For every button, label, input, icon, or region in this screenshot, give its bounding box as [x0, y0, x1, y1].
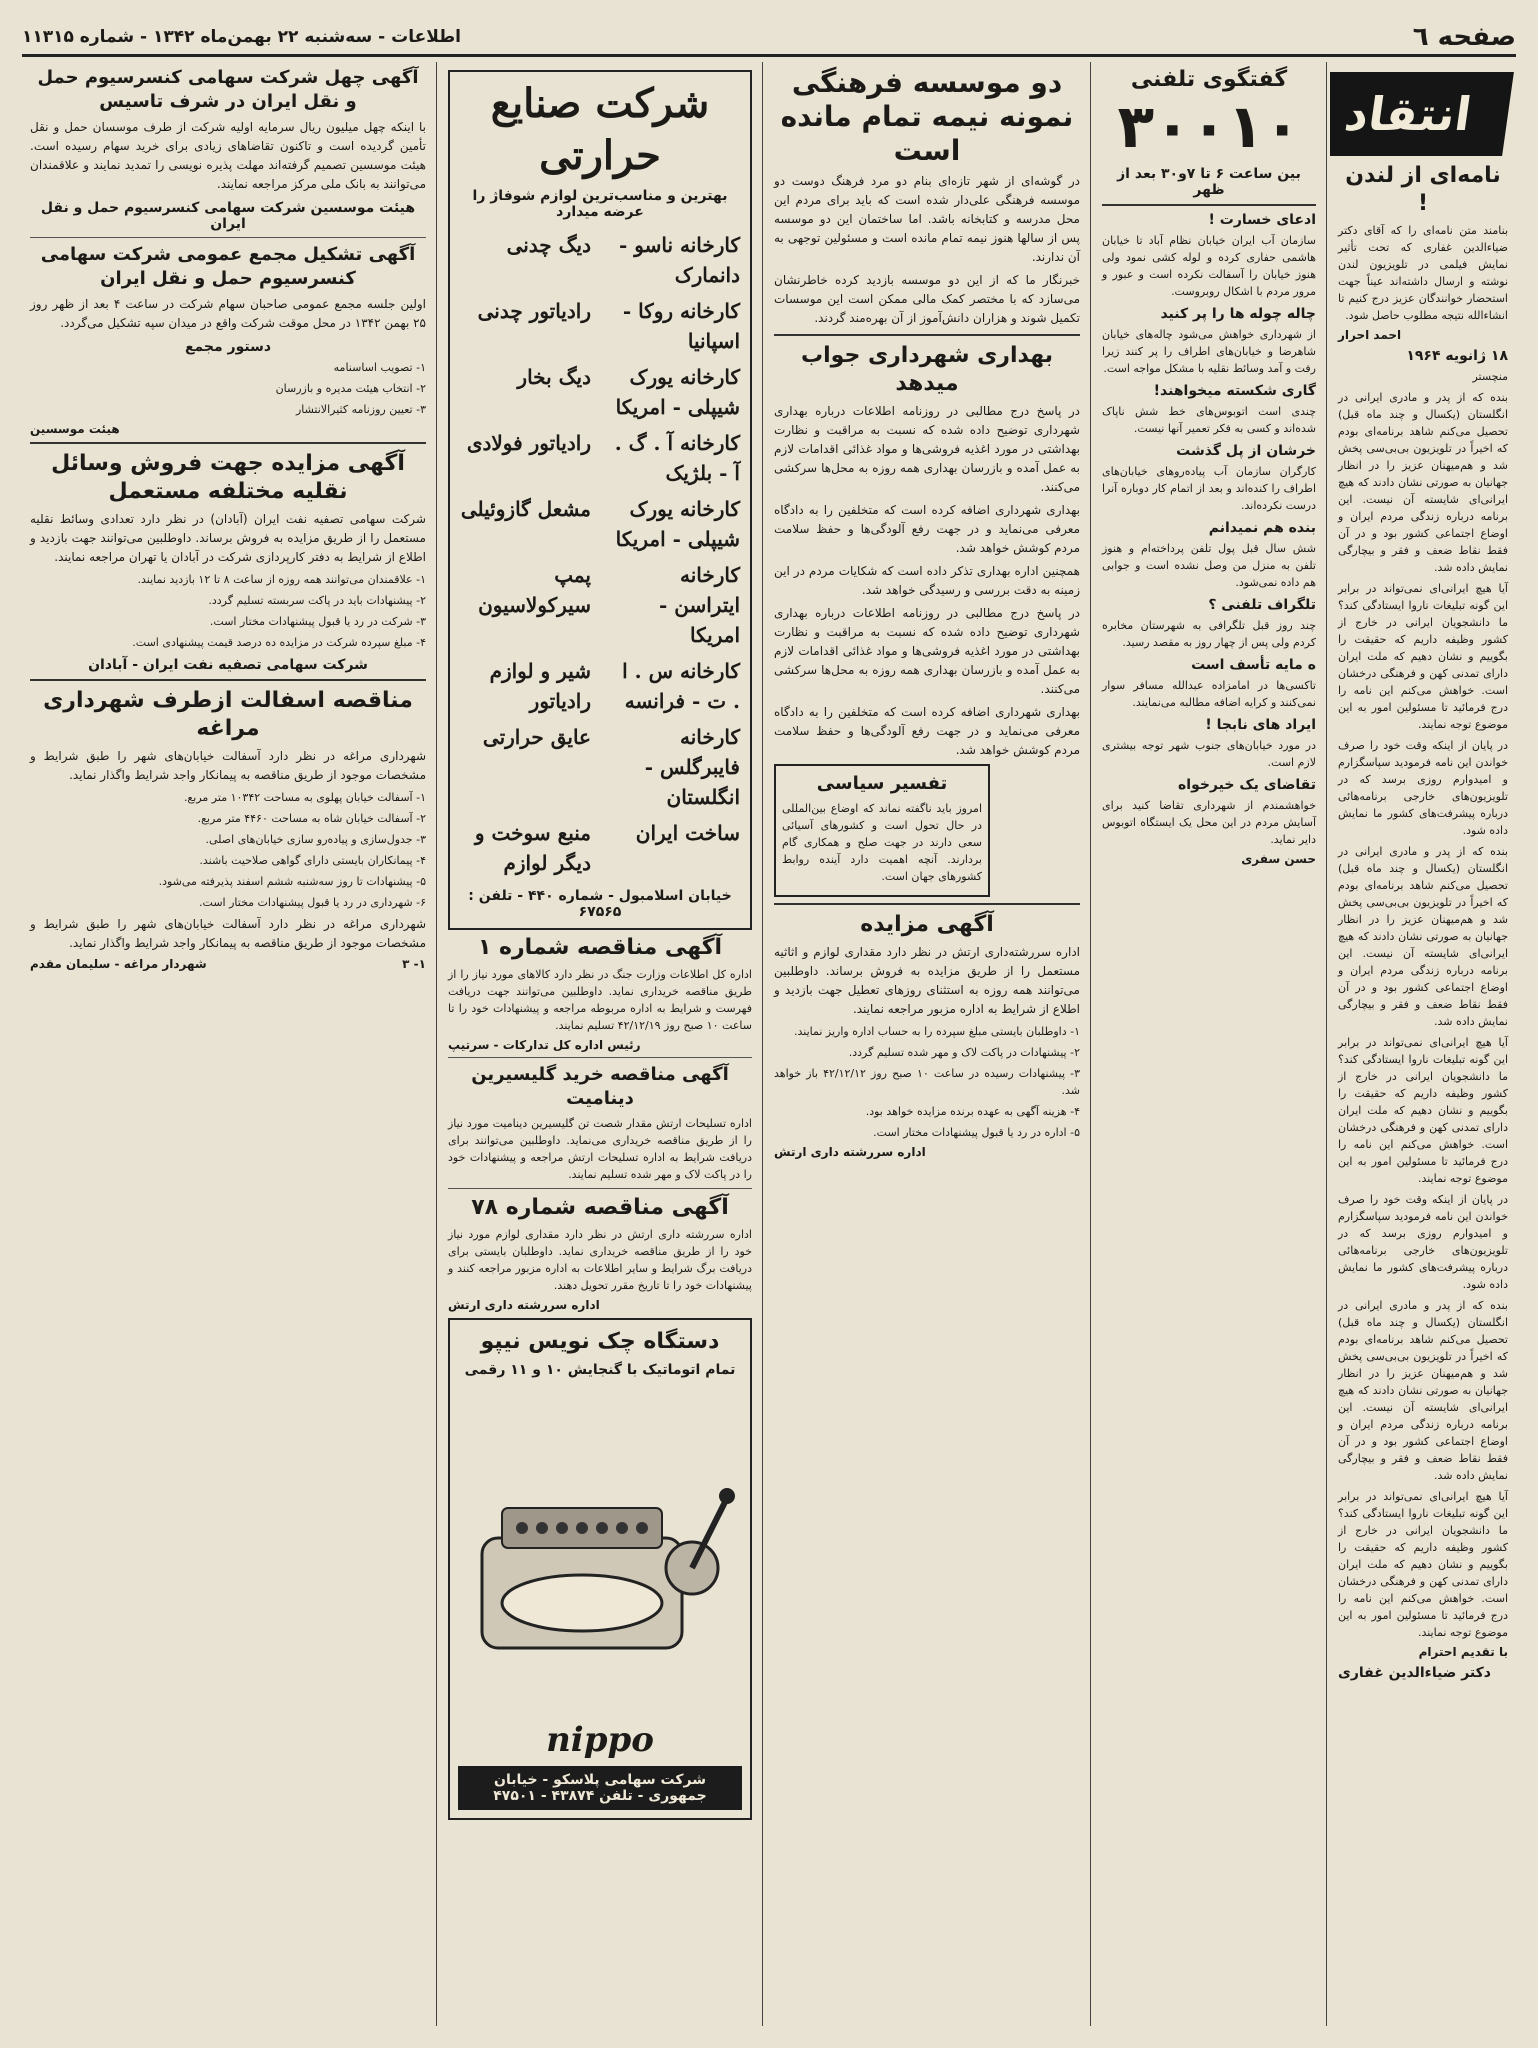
product-item: دیگ چدنی — [506, 233, 591, 257]
phone-column-title: گفتگوی تلفنی — [1130, 67, 1288, 92]
phone-item-text: شش سال قبل پول تلفن پرداخته‌ام و هنوز تلفن به منزل من وصل نشده است و جوابی هم داده نمی‌شود. — [1102, 542, 1316, 589]
page-number: صفحه ٦ — [1412, 22, 1516, 52]
product-maker: کارخانه یورک شیپلی - امریکا — [615, 365, 740, 419]
entekad-logo: انتقاد — [1330, 72, 1514, 156]
ad4-signature-line — [30, 957, 426, 971]
letter-body-1: بنده که از پدر و مادری ایرانی در انگلستان (یکسال و چند ماه قبل) تحصیل می‌کنم شاهد برنامه‌ای بودم که اخیراً در تلویزیون بی‌بی‌سی پخش شد و هم‌میهنان عزیز را در انظار جهانیان به صورتی نشان دادند که هیچ ایرانی‌ای شایسته آن نیست. این برنامه درباره زندگی مردم ایران و اوضاع اجتماعی کشور بود و در آن فقط نقاط ضعف و فقر و بیچارگی نمایش داده شد. — [1338, 391, 1508, 574]
letter-body-3-repeat: در پایان از اینکه وقت خود را صرف خواندن این نامه فرمودید سپاسگزارم و امیدوارم روزی برسد که در تلویزیون‌های خارجی برنامه‌هائی درباره پیشرفت‌های کشور ما نمایش داده شود. — [1338, 1193, 1508, 1291]
product-item: دیگ بخار — [517, 365, 591, 389]
product-item: شیر و لوازم رادیاتور — [489, 659, 591, 713]
phone-item — [1102, 212, 1316, 300]
phone-item-text: چند روز قبل تلگرافی به شهرستان مخابره کردم ولی پس از چهار روز به مقصد رسید. — [1102, 619, 1316, 649]
ad3-item: ۴- مبلغ سپرده شرکت در مزایده ده درصد قیمت پیشنهادی است. — [132, 636, 426, 649]
letter-body-2: آیا هیچ ایرانی‌ای نمی‌تواند در برابر این گونه تبلیغات ناروا ایستادگی کند؟ ما دانشجویان ایرانی در خارج از کشور وظیفه داریم که حقیقت را بگوییم و نشان دهیم که ملت ایران دارای تمدنی کهن و فرهنگی درخشان است. خواهش می‌کنم این نامه را درج فرمائید تا مسئولین امور به این موضوع توجه نمایند. — [1338, 582, 1508, 731]
company-name: شرکت صنایع حرارتی — [490, 80, 710, 179]
ad2-text: اولین جلسه مجمع عمومی صاحبان سهام شرکت در ساعت ۴ بعد از ظهر روز ۲۵ بهمن ۱۳۴۲ در محل موقت شرکت واقع در میدان سپه تشکیل می‌گردد. — [30, 297, 426, 330]
phone-item — [1102, 306, 1316, 377]
ad4-item: ۱- آسفالت خیابان پهلوی به مساحت ۱۰۳۴۲ متر مربع. — [183, 791, 426, 804]
company-tagline: بهترین و مناسب‌ترین لوازم شوفاژ را عرضه میدارد — [472, 188, 728, 220]
political-commentary-box — [774, 764, 990, 897]
editor-line — [1338, 328, 1508, 342]
column-ads — [440, 62, 760, 2026]
phone-item-text: چندی است اتوبوس‌های خط شش ناپاک شده‌اند و کسی به فکر تعمیر آنها نیست. — [1102, 405, 1316, 435]
article-body-1: در گوشه‌ای از شهر تازه‌ای بنام دو مرد فرهنگ دوست دو موسسه فرهنگی علی‌دار شده است که باید برای مردم این محل مدرسه و کتابخانه باشد. اما ساختمان این دو موسسه پس از سالها هنوز نیمه تمام مانده است و مسئولین توجهی به آن ندارند. — [774, 174, 1080, 264]
phone-item-text: خواهشمندم از شهرداری تقاضا کنید برای آسایش مردم در این محل یک ایستگاه اتوبوس دایر نماید. — [1102, 799, 1316, 846]
auction-item: ۵- اداره در رد یا قبول پیشنهادات مختار است. — [873, 1126, 1080, 1139]
column-divider — [436, 62, 437, 2026]
ad4-text-cont: شهرداری مراغه در نظر دارد آسفالت خیابان‌های شهر را طبق شرایط و مشخصات موجود از طریق مناقصه به پیمانکار واجد شرایط واگذار نماید. — [30, 917, 426, 950]
ad2-agenda-item: ۳- تعیین روزنامه کثیرالانتشار — [295, 403, 426, 416]
phone-item-text: تاکسی‌ها در امامزاده عبدالله مسافر سوار نمی‌کنند و کرایه اضافه مطالبه می‌نمایند. — [1102, 679, 1316, 709]
phone-item-text: از شهرداری خواهش می‌شود چاله‌های خیابان شاهرضا و خیابان‌های اطراف را پر کنند زیرا رفت و آمد وسائط نقلیه با مشکل مواجه است. — [1102, 328, 1316, 375]
article-body-2: خبرنگار ما که از این دو موسسه بازدید کرده خاطرنشان می‌سازد که با مختصر کمک مالی ممکن است این موسسات تکمیل شوند و هزاران دانش‌آموز از آن بهره‌مند گردند. — [774, 273, 1080, 325]
ad4-text: شهرداری مراغه در نظر دارد آسفالت خیابان‌های شهر را طبق شرایط و مشخصات موجود از طریق مناقصه به پیمانکار واجد شرایط واگذار نماید. — [30, 749, 426, 782]
column-divider — [1326, 62, 1327, 2026]
tender-2-title: آگهی مناقصه خرید گلیسیرین دینامیت — [471, 1064, 729, 1109]
auction-item: ۴- هزینه آگهی به عهده برنده مزایده خواهد بود. — [865, 1105, 1080, 1118]
auction-signature: اداره سررشته داری ارتش — [774, 1145, 926, 1159]
ad1-title: آگهی چهل شرکت سهامی کنسرسیوم حمل و نقل ایران در شرف تاسیس — [37, 67, 419, 112]
phone-item-heading: ایراد های نابجا ! — [1205, 717, 1316, 733]
phone-item — [1102, 597, 1316, 651]
ad4-signature-ref: ۱- ۳ — [402, 957, 426, 971]
ad2-signature: هیئت موسسین — [30, 422, 120, 436]
ad2-agenda-item: ۲- انتخاب هیئت مدیره و بازرسان — [275, 382, 426, 395]
auction-item: ۱- داوطلبان بایستی مبلغ سپرده را به حساب اداره واریز نمایند. — [794, 1025, 1080, 1038]
political-commentary-text: امروز باید ناگفته نماند که اوضاع بین‌المللی در حال تحول است و کشورهای آسیائی سعی دارند در جهت صلح و همکاری گام بردارند. آنچه اهمیت دارد آینده روابط کشورهای جهان است. — [782, 802, 982, 883]
political-commentary-title: تفسیر سیاسی — [816, 773, 948, 794]
tender-1-signature-line — [448, 1038, 752, 1052]
article-body-3: در پاسخ درج مطالبی در روزنامه اطلاعات درباره بهداری شهرداری توضیح داده شده که نسبت به مراقبت و نظارت بهداشتی در مورد اغذیه فروشی‌ها و مواد غذائی اقدامات لازم به عمل آمده و بازرسان بهداری همه روزه به محل‌ها سرکشی می‌کنند. — [774, 404, 1080, 494]
phone-item-heading: تقاضای یک خیرخواه — [1178, 777, 1316, 793]
column-divider — [762, 62, 763, 2026]
letter-date: ۱۸ ژانویه ۱۹۶۴ — [1406, 348, 1508, 364]
ad2-agenda-heading: دستور مجمع — [184, 339, 272, 355]
letter-body-2-repeat-b: آیا هیچ ایرانی‌ای نمی‌تواند در برابر این گونه تبلیغات ناروا ایستادگی کند؟ ما دانشجویان ایرانی در خارج از کشور وظیفه داریم که حقیقت را بگوییم و نشان دهیم که ملت ایران دارای تمدنی کهن و فرهنگی درخشان است. خواهش می‌کنم این نامه را درج فرمائید تا مسئولین امور به این موضوع توجه نمایند. — [1338, 1490, 1508, 1639]
tender-1-text: اداره کل اطلاعات وزارت جنگ در نظر دارد کالاهای مورد نیاز را از طریق مناقصه خریداری نماید. داوطلبین می‌توانند جهت دریافت فهرست و شرایط به اداره مربوطه مراجعه و پیشنهادات خود را تا ساعت ۱۰ صبح روز ۴۲/۱۲/۱۹ تسلیم نمایند. — [448, 968, 752, 1032]
phone-item-text: سازمان آب ایران خیابان نظام آباد تا خیابان هاشمی حفاری کرده و لوله کشی نمود ولی هنوز خیابان را آسفالت نکرده است و عبور و مرور مردم با اشکال روبروست. — [1102, 234, 1316, 298]
ad3-item: ۱- علاقمندان می‌توانند همه روزه از ساعت ۸ تا ۱۲ بازدید نمایند. — [137, 573, 426, 586]
ad4-item: ۵- پیشنهادات تا روز سه‌شنبه ششم اسفند پذیرفته می‌شود. — [158, 875, 426, 888]
tender-3-signature-line — [448, 1298, 752, 1312]
letter-closing: با تقدیم احترام — [1418, 1645, 1508, 1659]
product-maker: کارخانه روکا - اسپانیا — [622, 299, 740, 353]
product-item: مشعل گازوئیلی — [460, 497, 591, 521]
column-phone — [1094, 62, 1324, 2026]
letter-signature-block — [1338, 1645, 1508, 1659]
ad2-title: آگهی تشکیل مجمع عمومی شرکت سهامی کنسرسیوم حمل و نقل ایران — [40, 244, 416, 289]
product-item: منبع سوخت و دیگر لوازم — [474, 821, 591, 875]
ad3-item: ۲- پیشنهادات باید در پاکت سربسته تسلیم گردد. — [208, 594, 426, 607]
letter-intro: بنامند متن نامه‌ای را که آقای دکتر ضیاءالدین غفاری که تحت تأثیر نمایش فیلمی در تلویزیون لندن نوشته و ارسال داشته‌اند عیناً جهت استحضار خوانندگان عزیز درج کنیم تا انشاء‌الله نتیجه مطلوب حاصل شود. — [1338, 224, 1508, 322]
product-item: رادیاتور چدنی — [477, 299, 591, 323]
nippo-ad — [448, 1318, 752, 1820]
ad1-signature: هیئت موسسین شرکت سهامی کنسرسیوم حمل و نقل ایران — [40, 200, 416, 232]
heating-company-ad — [448, 70, 752, 930]
ad4-signature: شهردار مراغه - سلیمان مقدم — [30, 957, 207, 971]
ad1-text: با اینکه چهل میلیون ریال سرمایه اولیه شرکت از طرف موسسان حمل و نقل تأمین گردیده است و تاکنون تقاضاهای زیادی برای خرید سهام رسیده است. هیئت موسسین تصمیم گرفته‌اند مهلت پذیره نویسی را تمدید نمایند و علاقمندان می‌توانند به بانک ملی مرکز مراجعه نمایند. — [30, 120, 426, 191]
tender-2-text: اداره تسلیحات ارتش مقدار شصت تن گلیسیرین دینامیت مورد نیاز را از طریق مناقصه خریداری می‌نماید. داوطلبین می‌توانند برای دریافت شرایط به اداره تسلیحات ارتش مراجعه و پیشنهادات خود را در پاکت لاک و مهر شده تسلیم نمایند. — [448, 1117, 752, 1181]
product-item: رادیاتور فولادی — [466, 431, 591, 455]
phone-item-heading: ه مایه تأسف است — [1191, 657, 1316, 673]
phone-item-heading: بنده هم نمیدانم — [1208, 520, 1316, 536]
column-notices — [22, 62, 434, 2026]
auction-item: ۲- پیشنهادات در پاکت لاک و مهر شده تسلیم گردد. — [848, 1046, 1080, 1059]
headline-cultural-institutes: دو موسسه فرهنگی نمونه نیمه تمام مانده است — [780, 66, 1074, 167]
article-body-3-cont: در پاسخ درج مطالبی در روزنامه اطلاعات درباره بهداری شهرداری توضیح داده شده که نسبت به مراقبت و نظارت بهداشتی در مورد اغذیه فروشی‌ها و مواد غذائی اقدامات لازم به عمل آمده و بازرسان بهداری همه روزه به محل‌ها سرکشی می‌کنند. — [774, 606, 1080, 696]
auction-signature-line — [774, 1145, 1080, 1159]
tender-3-signature: اداره سررشته داری ارتش — [448, 1298, 600, 1312]
letter-signature: دکتر ضیاءالدین غفاری — [1338, 1665, 1491, 1681]
tender-3-text: اداره سررشته داری ارتش در نظر دارد مقداری لوازم مورد نیاز خود را از طریق مناقصه خریداری نماید. داوطلبان بایستی برای دریافت برگ شرایط و سایر اطلاعات به اداره مزبور مراجعه کنند و پیشنهادات خود را تا تاریخ مقرر تحویل دهند. — [448, 1228, 752, 1292]
phone-item — [1102, 717, 1316, 771]
phone-item-text: در مورد خیابان‌های جنوب شهر توجه بیشتری لازم است. — [1102, 739, 1316, 769]
letter-body-2-repeat: آیا هیچ ایرانی‌ای نمی‌تواند در برابر این گونه تبلیغات ناروا ایستادگی کند؟ ما دانشجویان ایرانی در خارج از کشور وظیفه داریم که حقیقت را بگوییم و نشان دهیم که ملت ایران دارای تمدنی کهن و فرهنگی درخشان است. خواهش می‌کنم این نامه را درج فرمائید تا مسئولین امور به این موضوع توجه نمایند. — [1338, 1036, 1508, 1185]
phone-item — [1102, 520, 1316, 591]
nippo-subtitle: تمام اتوماتیک با گنجایش ۱۰ و ۱۱ رقمی — [464, 1362, 736, 1378]
company-address: خیابان اسلامبول - شماره ۴۴۰ - تلفن : ۶۷۵۶۵ — [468, 888, 732, 920]
phone-hours: بین ساعت ۶ تا ۷و۳۰ بعد از ظهر — [1117, 166, 1301, 198]
letter-body-1-repeat: بنده که از پدر و مادری ایرانی در انگلستان (یکسال و چند ماه قبل) تحصیل می‌کنم شاهد برنامه‌ای بودم که اخیراً در تلویزیون بی‌بی‌سی پخش شد و هم‌میهنان عزیز را در انظار جهانیان به صورتی نشان دادند که هیچ ایرانی‌ای شایسته آن نیست. این برنامه درباره زندگی مردم ایران و اوضاع اجتماعی کشور بود و در آن فقط نقاط ضعف و فقر و بیچارگی نمایش داده شد. — [1338, 845, 1508, 1028]
product-maker: کارخانه ایتراسن - امریکا — [659, 563, 740, 647]
article-body-4: بهداری شهرداری اضافه کرده است که متخلفین را به دادگاه معرفی می‌نماید و در جهت رفع آلودگی‌ها و حفظ سلامت مردم کوشش خواهد شد. — [774, 503, 1080, 555]
column-divider — [1090, 62, 1091, 2026]
phone-item-heading: تلگراف تلفنی ؟ — [1208, 597, 1316, 613]
auction-title: آگهی مزایده — [860, 912, 994, 937]
editor-name: احمد احرار — [1338, 328, 1402, 342]
headline-health-dept: بهداری شهرداری جواب میدهد — [801, 343, 1053, 396]
nippo-dealer: شرکت سهامی پلاسکو - خیابان جمهوری - تلفن ۴۳۸۷۴ - ۴۷۵۰۱ — [458, 1766, 742, 1810]
phone-item-heading: خرشان از پل گذشت — [1176, 443, 1316, 459]
article-body-4-cont: بهداری شهرداری اضافه کرده است که متخلفین را به دادگاه معرفی می‌نماید و در جهت رفع آلودگی‌ها و حفظ سلامت مردم کوشش خواهد شد. — [774, 705, 1080, 757]
product-maker: کارخانه آ . گ . آ - بلژیک — [614, 431, 740, 485]
paper-issue-info: اطلاعات - سه‌شنبه ۲۲ بهمن‌ماه ۱۳۴۲ - شماره ۱۱۳۱۵ — [22, 27, 461, 47]
nippo-logo: nippo — [546, 1720, 654, 1760]
article-body-5: همچنین اداره بهداری تذکر داده است که شکایات مردم در این زمینه به دقت بررسی و رسیدگی خواهد شد. — [774, 564, 1080, 597]
nippo-headline: دستگاه چک نویس نیپو — [480, 1329, 720, 1354]
phone-number: ۳۰۰۱۰ — [1117, 92, 1301, 162]
tender-1-signature: رئیس اداره کل تدارکات - سرتیپ — [448, 1038, 641, 1052]
product-list — [460, 230, 740, 878]
ad4-item: ۲- آسفالت خیابان شاه به مساحت ۴۴۶۰ متر مربع. — [197, 812, 426, 825]
ad2-signature-line — [30, 422, 426, 436]
ad4-title: مناقصه اسفالت ازطرف شهرداری مراغه — [43, 688, 413, 741]
letter-city: منچستر — [1472, 370, 1508, 383]
product-maker: کارخانه یورک شیپلی - امریکا — [615, 497, 740, 551]
column-letter — [1330, 62, 1516, 2026]
phone-item-heading: گاری شکسته میخواهند! — [1153, 383, 1316, 399]
ad2-agenda-item: ۱- تصویب اساسنامه — [333, 361, 426, 374]
ad3-title: آگهی مزایده جهت فروش وسائل نقلیه مختلفه مستعمل — [51, 451, 405, 504]
column-news — [766, 62, 1088, 2026]
product-item: پمپ سیرکولاسیون — [478, 563, 591, 617]
phone-item — [1102, 657, 1316, 711]
letter-body-1-repeat-b: بنده که از پدر و مادری ایرانی در انگلستان (یکسال و چند ماه قبل) تحصیل می‌کنم شاهد برنامه‌ای بودم که اخیراً در تلویزیون بی‌بی‌سی پخش شد و هم‌میهنان عزیز را در انظار جهانیان به صورتی نشان دادند که هیچ ایرانی‌ای شایسته آن نیست. این برنامه درباره زندگی مردم ایران و اوضاع اجتماعی کشور بود و در آن فقط نقاط ضعف و فقر و بیچارگی نمایش داده شد. — [1338, 1299, 1508, 1482]
letter-body-3: در پایان از اینکه وقت خود را صرف خواندن این نامه فرمودید سپاسگزارم و امیدوارم روزی برسد که در تلویزیون‌های خارجی برنامه‌هائی درباره پیشرفت‌های کشور ما نمایش داده شود. — [1338, 739, 1508, 837]
product-maker: کارخانه فایبرگلس - انگلستان — [644, 725, 740, 809]
phone-item-text: کارگران سازمان آب پیاده‌روهای خیابان‌های اطراف را کنده‌اند و بعد از اتمام کار دوباره آنرا درست نکرده‌اند. — [1102, 465, 1316, 512]
phone-item — [1102, 443, 1316, 514]
tender-3-title: آگهی مناقصه شماره ۷۸ — [471, 1195, 729, 1220]
phone-item-heading: ادعای خسارت ! — [1208, 212, 1316, 228]
ad4-item: ۶- شهرداری در رد یا قبول پیشنهادات مختار است. — [199, 896, 426, 909]
ad3-item: ۳- شرکت در رد یا قبول پیشنهادات مختار است. — [209, 615, 426, 628]
phone-signoff: حسن سفری — [1241, 852, 1316, 866]
auction-item: ۳- پیشنهادات رسیده در ساعت ۱۰ صبح روز ۴۲/۱۲/۱۲ باز خواهد شد. — [774, 1067, 1080, 1097]
phone-item-heading: چاله چوله ها را پر کنید — [1160, 306, 1316, 322]
auction-text: اداره سررشته‌داری ارتش در نظر دارد مقداری لوازم و اثاثیه مستعمل را از طریق مزایده به فروش برساند. داوطلبین می‌توانند همه روزه به استثنای روزهای تعطیل جهت بازدید و اطلاع از شرایط به اداره مزبور مراجعه نمایند. — [774, 945, 1080, 1016]
product-maker: کارخانه ناسو - دانمارک — [619, 233, 740, 287]
ad3-signature: شرکت سهامی تصفیه نفت ایران - آبادان — [88, 657, 368, 673]
phone-signoff-line — [1102, 852, 1316, 866]
letter-title: نامه‌ای از لندن ! — [1345, 163, 1501, 216]
ad4-item: ۴- پیمانکاران بایستی دارای گواهی صلاحیت باشند. — [199, 854, 426, 867]
phone-item — [1102, 777, 1316, 848]
product-maker: کارخانه س . ا . ت - فرانسه — [622, 659, 740, 713]
masthead — [22, 20, 1516, 57]
tender-1-title: آگهی مناقصه شماره ۱ — [477, 935, 723, 960]
phone-item — [1102, 383, 1316, 437]
product-item: عایق حرارتی — [482, 725, 591, 749]
check-writer-machine-illustration — [442, 1388, 742, 1708]
ad3-text: شرکت سهامی تصفیه نفت ایران (آبادان) در نظر دارد تعدادی وسائط نقلیه مستعمل را از طریق مزایده به فروش برساند. داوطلبین می‌توانند جهت بازدید و اطلاع از شرایط به دفتر کارپردازی شرکت در آبادان یا تهران مراجعه نمایند. — [30, 512, 426, 564]
ad4-item: ۳- جدول‌سازی و پیاده‌رو سازی خیابان‌های اصلی. — [205, 833, 426, 846]
product-maker: ساخت ایران — [635, 821, 740, 845]
